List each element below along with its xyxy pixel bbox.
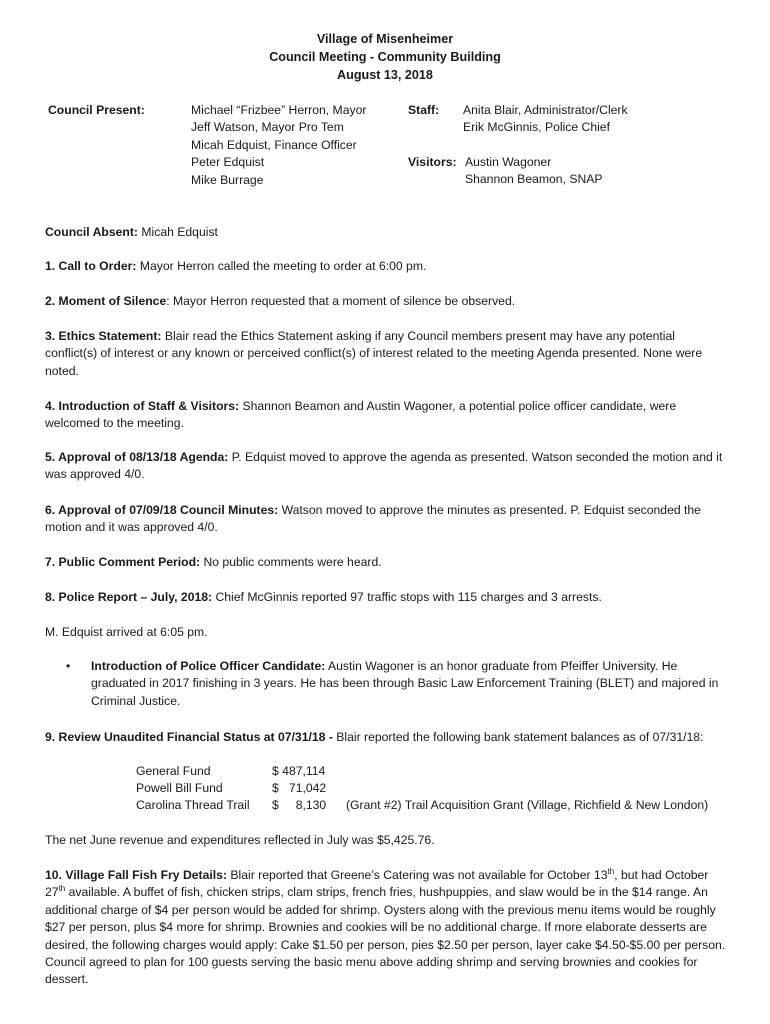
council-present-list <box>191 102 366 189</box>
staff-label: Staff: <box>408 103 440 117</box>
council-absent <box>45 224 218 241</box>
item-text: Shannon Beamon and Austin Wagoner, a potential police officer candidate, were welcomed to the meeting. <box>45 399 677 431</box>
ordinal-suffix: th <box>607 866 615 876</box>
item-text: : Mayor Herron requested that a moment of silence be observed. <box>166 294 516 308</box>
document-date: August 13, 2018 <box>337 68 433 82</box>
fund-name: Carolina Thread Trail <box>136 798 250 812</box>
net-revenue-note: The net June revenue and expenditures reflected in July was $5,425.76. <box>45 833 435 847</box>
item-fish-fry <box>45 867 730 989</box>
item-agenda-approval <box>45 449 730 484</box>
document-header <box>0 30 770 84</box>
document-subtitle: Council Meeting - Community Building <box>269 50 501 64</box>
item-call-to-order <box>45 258 730 275</box>
item-text: Blair reported that Greene’s Catering was not available for October 13 <box>226 868 608 882</box>
item-introduction-staff-visitors <box>45 398 730 433</box>
item-minutes-approval <box>45 502 730 537</box>
item-financial-status <box>45 729 730 746</box>
financial-row <box>136 763 736 780</box>
financial-row <box>136 797 736 814</box>
item-text: P. Edquist moved to approve the agenda as presented. Watson seconded the motion and it was approved 4/0. <box>45 450 723 482</box>
item-label: 8. Police Report – July, 2018: <box>45 590 213 604</box>
arrival-note: M. Edquist arrived at 6:05 pm. <box>45 625 208 639</box>
council-absent-label: Council Absent: <box>45 225 138 239</box>
item-text: Blair read the Ethics Statement asking if any Council members present may have any potential conflict(s) of interest or any known or perceived conflict(s) of interest related to the meeting Agenda presented. None were noted. <box>45 329 703 378</box>
item-public-comment <box>45 554 730 571</box>
council-present-label: Council Present: <box>48 103 145 117</box>
item-label: 7. Public Comment Period: <box>45 555 201 569</box>
fund-note: (Grant #2) Trail Acquisition Grant (Village, Richfield & New London) <box>346 798 709 812</box>
fund-amount: $ 8,130 <box>272 798 327 812</box>
item-label: 5. Approval of 08/13/18 Agenda: <box>45 450 229 464</box>
fund-amount: $ 487,114 <box>272 764 326 778</box>
fund-amount: $ 71,042 <box>272 781 327 795</box>
visitor: Austin Wagoner <box>465 155 552 169</box>
council-member: Mike Burrage <box>191 172 264 187</box>
item-label: 1. Call to Order: <box>45 259 137 273</box>
item-text: No public comments were heard. <box>200 555 382 569</box>
visitors-label: Visitors: <box>408 155 457 169</box>
item-label: 6. Approval of 07/09/18 Council Minutes: <box>45 503 279 517</box>
council-member: Jeff Watson, Mayor Pro Tem <box>191 120 344 135</box>
item-text: Watson moved to approve the minutes as presented. P. Edquist seconded the motion and it was approved 4/0. <box>45 503 701 535</box>
bullet-icon: • <box>66 659 71 673</box>
item-text: Mayor Herron called the meeting to order at 6:00 pm. <box>136 259 427 273</box>
council-member: Michael “Frizbee” Herron, Mayor <box>191 103 367 117</box>
bullet-text: Austin Wagoner is an honor graduate from Pfeiffer University. He graduated in 2017 finishing in 3 years. He has been through Basic Law Enforcement Training (BLET) and majored in Criminal Justice. <box>91 659 719 708</box>
item-ethics-statement <box>45 328 730 380</box>
document-title: Village of Misenheimer <box>316 32 454 46</box>
staff-member: Erik McGinnis, Police Chief <box>463 120 610 135</box>
council-absent-value: Micah Edquist <box>141 225 218 239</box>
item-text: Chief McGinnis reported 97 traffic stops with 115 charges and 3 arrests. <box>212 590 602 604</box>
financial-row <box>136 780 736 797</box>
item-text: Blair reported the following bank statement balances as of 07/31/18: <box>332 730 704 744</box>
fund-name: General Fund <box>136 764 211 778</box>
item-text: available. A buffet of fish, chicken strips, clam strips, french fries, hushpuppies, and slaw would be in the $14 range. An additional charge of $4 per person would be added for shrimp. Oysters along with the previous menu items would be roughly $27 per person, plus $4 more for shrimp. Brownies and cookies will be no additional charge. If more elaborate desserts are desired, the following charges would apply: Cake $1.50 per person, pies $2.50 per person, layer cake $4.50-$5.00 per person. Council agreed to plan for 100 guests serving the basic menu above adding shrimp and serving brownies and cookies for dessert. <box>45 885 726 987</box>
bullet-label: Introduction of Police Officer Candidate: <box>91 659 326 673</box>
bullet-police-candidate <box>91 658 731 710</box>
visitor: Shannon Beamon, SNAP <box>465 172 603 187</box>
staff-list <box>463 102 628 137</box>
council-member: Micah Edquist, Finance Officer <box>191 137 357 152</box>
council-member: Peter Edquist <box>191 155 265 170</box>
item-police-report <box>45 589 730 606</box>
visitors-list <box>465 154 603 189</box>
fund-name: Powell Bill Fund <box>136 781 223 795</box>
item-label: 10. Village Fall Fish Fry Details: <box>45 868 227 882</box>
item-label: 9. Review Unaudited Financial Status at 07/31/18 - <box>45 730 333 744</box>
item-label: 2. Moment of Silence <box>45 294 167 308</box>
item-text: , but had October 27 <box>45 868 709 900</box>
item-moment-of-silence <box>45 293 730 310</box>
ordinal-suffix: th <box>58 884 66 894</box>
staff-member: Anita Blair, Administrator/Clerk <box>463 103 628 117</box>
item-label: 3. Ethics Statement: <box>45 329 162 343</box>
item-label: 4. Introduction of Staff & Visitors: <box>45 399 240 413</box>
